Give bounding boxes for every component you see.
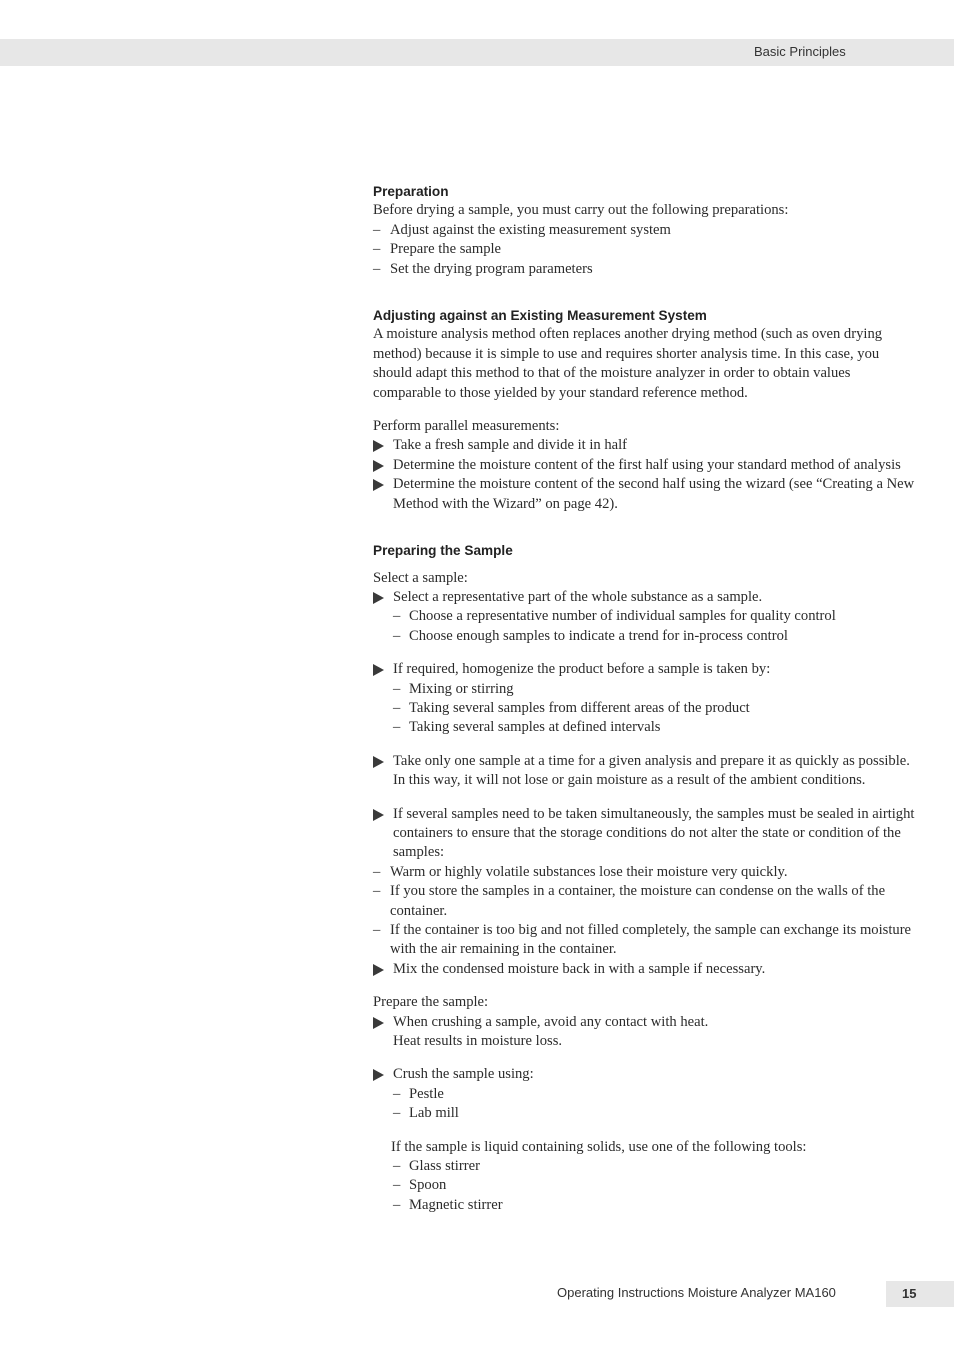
step-text: When crushing a sample, avoid any contact with heat. — [393, 1013, 709, 1030]
triangle-bullet-icon — [373, 664, 384, 676]
sample-heading: Preparing the Sample — [373, 543, 513, 559]
sub-item: – Choose enough samples to indicate a trend for in-process control — [373, 627, 921, 646]
step-note: Heat results in moisture loss. — [393, 1033, 563, 1050]
perform-intro: Perform parallel measurements: — [373, 418, 560, 435]
triangle-bullet-icon — [373, 964, 384, 976]
step-item — [373, 588, 921, 607]
sub-item: – Lab mill — [373, 1104, 921, 1123]
select-intro: Select a sample: — [373, 569, 468, 586]
list-item: – If you store the samples in a container, the moisture can condense on the walls of the container. — [373, 882, 921, 921]
triangle-bullet-icon — [373, 1017, 384, 1029]
step-item — [373, 660, 921, 679]
liquid-intro: If the sample is liquid containing solids, use one of the following tools: — [391, 1138, 807, 1155]
step-text: Take a fresh sample and divide it in half — [393, 437, 628, 454]
triangle-bullet-icon — [373, 592, 384, 604]
step-text: If required, homogenize the product before a sample is taken by: — [393, 661, 771, 678]
step-item — [373, 960, 921, 979]
step-item — [373, 1013, 921, 1032]
step-text: If several samples need to be taken simultaneously, the samples must be sealed in airtight containers to ensure that the storage conditions do not alter the state or condition of the samples: — [393, 805, 915, 861]
triangle-bullet-icon — [373, 479, 384, 491]
triangle-bullet-icon — [373, 460, 384, 472]
step-text: Select a representative part of the whole substance as a sample. — [393, 588, 763, 605]
sub-item: – Mixing or stirring — [373, 680, 921, 699]
sub-item: – Taking several samples from different areas of the product — [373, 699, 921, 718]
triangle-bullet-icon — [373, 756, 384, 768]
list-item: – Prepare the sample — [373, 240, 921, 259]
page-number-box — [886, 1281, 954, 1307]
sub-item: – Pestle — [373, 1085, 921, 1104]
step-item — [373, 752, 921, 791]
triangle-bullet-icon — [373, 809, 384, 821]
step-text: Determine the moisture content of the first half using your standard method of analysis — [393, 456, 901, 473]
adjusting-body: A moisture analysis method often replaces another drying method (such as oven drying method) because it is simple to use and requires shorter analysis time. In this case, you should adapt this method to that of the moisture analyzer in order to obtain values comparable to those yielded by your standard reference method. — [373, 326, 883, 401]
sub-item: – Glass stirrer — [373, 1157, 921, 1176]
triangle-bullet-icon — [373, 1069, 384, 1081]
preparation-intro: Before drying a sample, you must carry out the following preparations: — [373, 202, 789, 219]
step-item — [373, 1065, 921, 1084]
step-text: Determine the moisture content of the second half using the wizard (see “Creating a New Method with the Wizard” on page 42). — [393, 476, 915, 512]
sub-item: – Taking several samples at defined intervals — [373, 718, 921, 737]
main-content — [373, 182, 921, 1215]
triangle-bullet-icon — [373, 440, 384, 452]
preparation-heading: Preparation — [373, 184, 449, 199]
list-item: – Adjust against the existing measurement system — [373, 221, 921, 240]
adjusting-heading: Adjusting against an Existing Measurement System — [373, 308, 707, 324]
step-text: Take only one sample at a time for a given analysis and prepare it as quickly as possible. In this way, it will not lose or gain moisture as a result of the ambient conditions. — [393, 752, 910, 789]
step-item — [373, 456, 921, 475]
page-number: 15 — [902, 1286, 917, 1301]
sub-item: – Magnetic stirrer — [373, 1196, 921, 1215]
step-text: Mix the condensed moisture back in with a sample if necessary. — [393, 960, 766, 977]
list-item: – Set the drying program parameters — [373, 260, 921, 279]
sub-item: – Choose a representative number of individual samples for quality control — [373, 607, 921, 626]
sub-item: – Spoon — [373, 1176, 921, 1195]
list-item: – If the container is too big and not filled completely, the sample can exchange its moisture with the air remaining in the container. — [373, 921, 921, 960]
step-text: Crush the sample using: — [393, 1066, 534, 1083]
list-item: – Warm or highly volatile substances lose their moisture very quickly. — [373, 863, 921, 882]
section-title: Basic Principles — [754, 44, 846, 59]
footer-title: Operating Instructions Moisture Analyzer MA160 — [557, 1285, 836, 1300]
prepare-intro: Prepare the sample: — [373, 994, 489, 1011]
step-item — [373, 475, 921, 514]
step-item — [373, 436, 921, 455]
step-item — [373, 805, 921, 863]
